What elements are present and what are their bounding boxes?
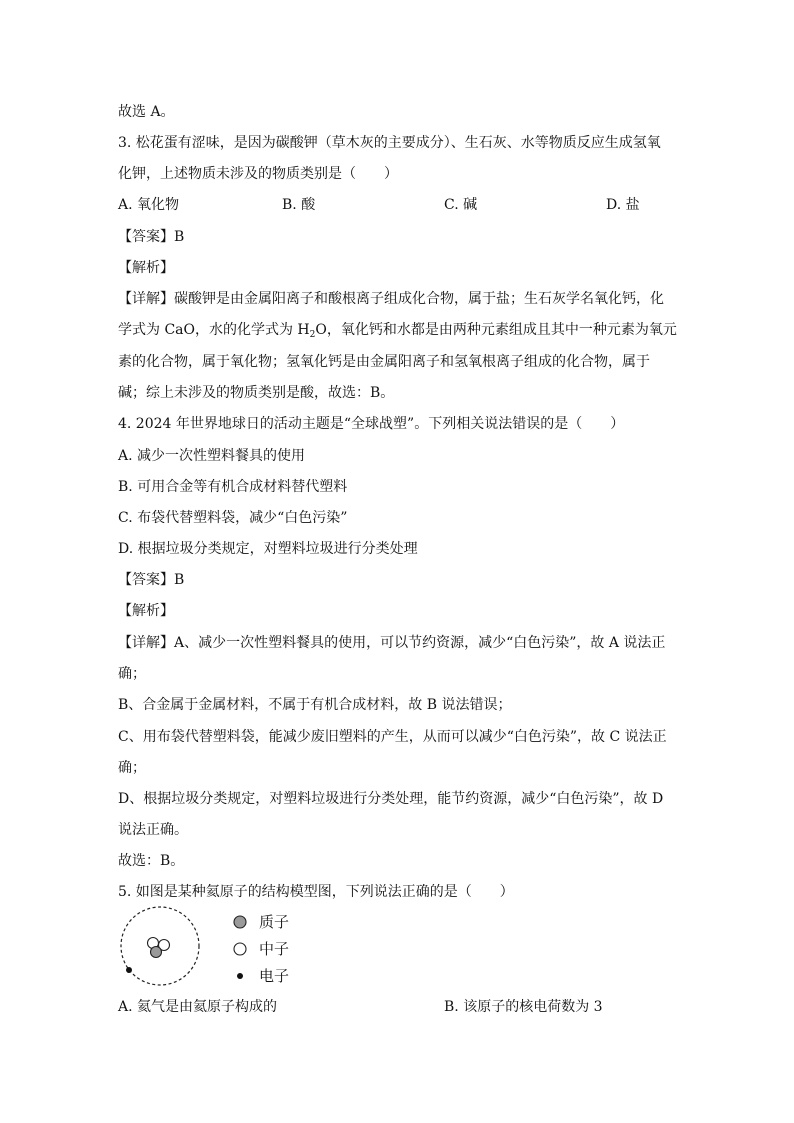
legend-neutron-label: 中子: [259, 940, 290, 958]
q3-stem-line-2: 化钾，上述物质未涉及的物质类别是（ ）: [118, 166, 398, 182]
helium-atom-diagram: [120, 906, 320, 990]
q4-stem: 4. 2024 年世界地球日的活动主题是“全球战塑”。下列相关说法错误的是（ ）: [118, 416, 625, 432]
q4-answer: 【答案】B: [118, 572, 185, 588]
q4-detail-line-2: 确；: [118, 666, 146, 682]
q5-option-a: A. 氦气是由氦原子构成的: [118, 999, 278, 1015]
q4-detail-line-5: 确；: [118, 760, 146, 776]
legend-proton-icon: [234, 916, 246, 928]
q5-option-b: B. 该原子的核电荷数为 3: [444, 999, 603, 1015]
q4-option-c: C. 布袋代替塑料袋，减少“白色污染”: [118, 510, 348, 526]
q5-stem: 5. 如图是某种氦原子的结构模型图，下列说法正确的是（ ）: [118, 884, 514, 900]
q4-detail-line-1: 【详解】A、减少一次性塑料餐具的使用，可以节约资源，减少“白色污染”，故 A 说法正: [118, 635, 666, 651]
q3-stem-line-1: 3. 松花蛋有涩味，是因为碳酸钾（草木灰的主要成分）、生石灰、水等物质反应生成氢氧: [118, 135, 661, 151]
q4-option-b: B. 可用合金等有机合成材料替代塑料: [118, 479, 348, 495]
q3-answer: 【答案】B: [118, 229, 185, 245]
legend-electron-icon: [237, 973, 243, 979]
q3-detail-line-4: 碱；综上未涉及的物质类别是酸，故选：B。: [118, 385, 395, 401]
legend-electron-label: 电子: [259, 967, 290, 985]
q3-detail-line-3: 素的化合物，属于氧化物；氢氧化钙是由金属阳离子和氢氧根离子组成的化合物，属于: [118, 354, 650, 370]
q3-analysis-heading: 【解析】: [118, 260, 174, 276]
q4-analysis-heading: 【解析】: [118, 603, 174, 619]
atom-model-svg: [120, 906, 320, 990]
q4-conclusion: 故选：B。: [118, 853, 185, 869]
q4-detail-line-3: B、合金属于金属材料，不属于有机合成材料，故 B 说法错误；: [118, 697, 512, 713]
q4-detail-line-4: C、用布袋代替塑料袋，能减少废旧塑料的产生，从而可以减少“白色污染”，故 C 说法正: [118, 729, 667, 745]
q3-option-c: C. 碱: [444, 197, 478, 213]
q3-option-a: A. 氧化物: [118, 197, 180, 213]
nucleus-proton: [151, 947, 162, 958]
q3-detail-line-2b: O，氧化钙和水都是由两种元素组成且其中一种元素为氧元: [315, 322, 677, 338]
q4-option-d: D. 根据垃圾分类规定，对塑料垃圾进行分类处理: [118, 541, 418, 557]
orbit-electron: [126, 967, 132, 973]
q4-detail-line-7: 说法正确。: [118, 822, 188, 838]
q2-conclusion: 故选 A。: [118, 104, 175, 120]
q3-option-d: D. 盐: [606, 197, 640, 213]
q3-option-b: B. 酸: [282, 197, 316, 213]
q3-detail-line-2: [118, 320, 677, 345]
water-formula-subscript: 2: [309, 330, 316, 340]
q4-detail-line-6: D、根据垃圾分类规定，对塑料垃圾进行分类处理，能节约资源，减少“白色污染”，故 D: [118, 791, 664, 807]
legend-neutron-icon: [234, 943, 246, 955]
legend-proton-label: 质子: [259, 913, 290, 931]
q3-detail-line-1: 【详解】碳酸钾是由金属阳离子和酸根离子组成化合物，属于盐；生石灰学名氧化钙，化: [118, 291, 664, 307]
q3-detail-line-2a: 学式为 CaO，水的化学式为 H: [118, 322, 310, 338]
q4-option-a: A. 减少一次性塑料餐具的使用: [118, 448, 306, 464]
